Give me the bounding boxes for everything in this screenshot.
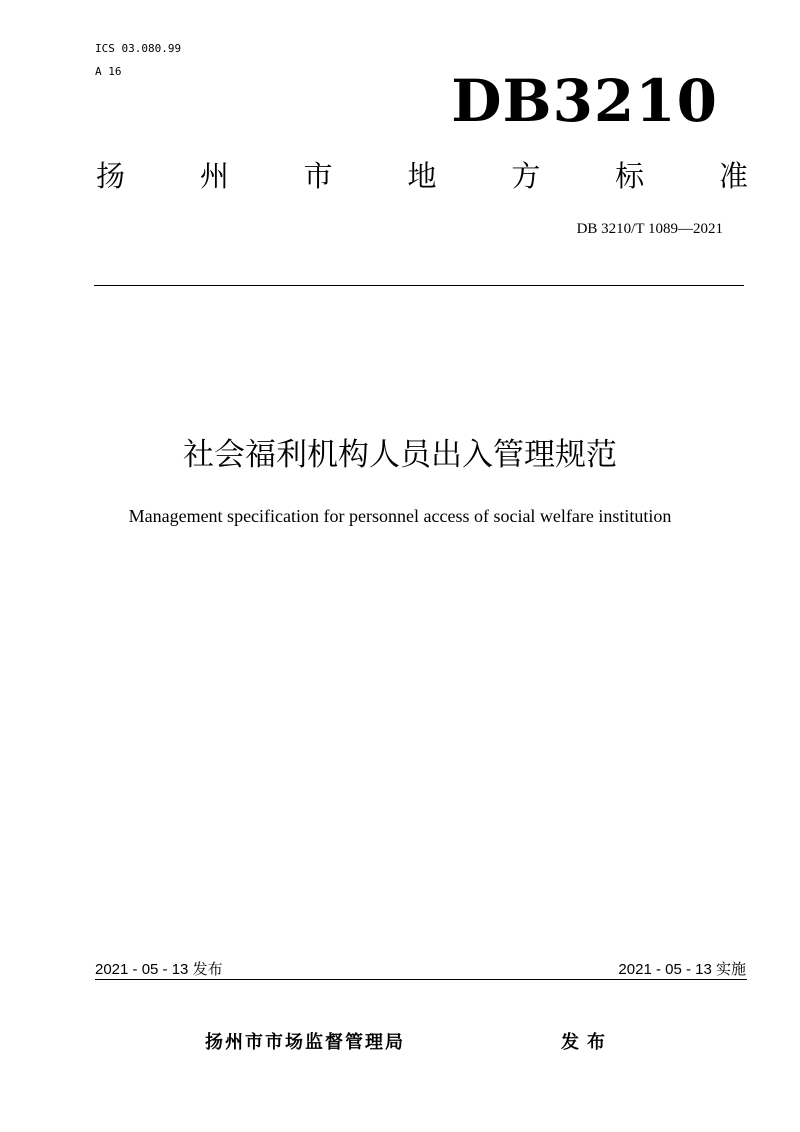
ccs-classification-code: A 16 — [95, 65, 122, 78]
issue-date: 2021 - 05 - 13 发布 — [95, 961, 223, 978]
issue-label: 发布 — [561, 1032, 613, 1053]
footer-divider — [95, 979, 747, 980]
standard-type-char: 扬 — [96, 159, 126, 193]
ics-classification-code: ICS 03.080.99 — [95, 42, 182, 55]
standard-type-char: 地 — [407, 159, 437, 193]
standard-type-char: 州 — [199, 159, 229, 193]
document-title-chinese: 社会福利机构人员出入管理规范 — [183, 437, 617, 473]
standard-type-char: 方 — [511, 159, 541, 193]
standard-type-char: 准 — [718, 159, 748, 193]
standard-type-char: 标 — [615, 159, 645, 193]
standard-code-heading: DB3210 — [451, 67, 718, 135]
standard-type-heading — [96, 158, 748, 194]
header-divider — [94, 285, 744, 286]
standard-type-char: 市 — [303, 159, 333, 193]
standard-number: DB 3210/T 1089—2021 — [576, 221, 723, 237]
implementation-date: 2021 - 05 - 13 实施 — [618, 961, 746, 978]
issuing-authority: 扬州市市场监督管理局 — [205, 1032, 405, 1053]
document-title-english: Management specification for personnel access of social welfare institution — [128, 506, 672, 526]
